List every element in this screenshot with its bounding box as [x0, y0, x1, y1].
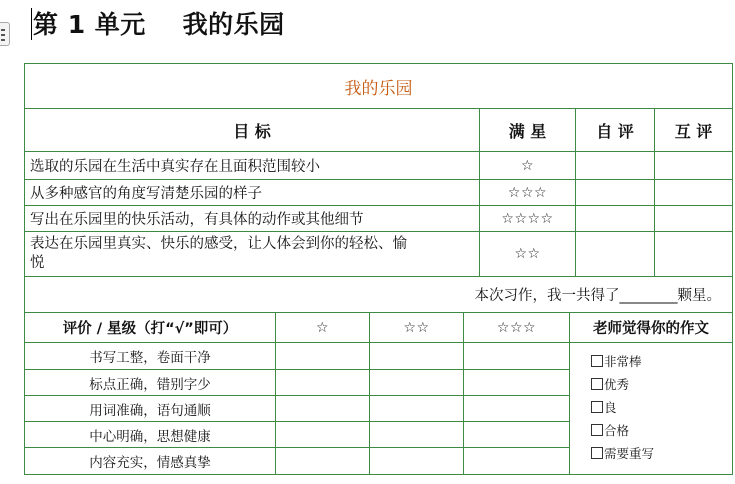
goal-text-line: 悦 [30, 255, 45, 271]
teacher-option-label: 良 [604, 400, 617, 415]
goal-text [30, 235, 479, 275]
goal-stars: ☆☆☆ [507, 184, 548, 201]
criterion-label: 中心明确，思想健康 [89, 428, 211, 445]
checkbox-icon[interactable] [591, 355, 603, 367]
teacher-option[interactable] [591, 421, 629, 439]
checkbox-icon[interactable] [591, 424, 603, 436]
header-peer-eval: 互 评 [674, 121, 713, 141]
criterion-label: 标点正确，错别字少 [89, 376, 211, 393]
criterion-label: 书写工整，卷面干净 [89, 350, 211, 366]
teacher-option-label: 优秀 [604, 377, 630, 392]
margin-expand-icon[interactable] [0, 22, 10, 46]
criterion-label: 内容充实，情感真挚 [89, 455, 211, 471]
table-title: 我的乐园 [344, 78, 413, 99]
teacher-option-label: 需要重写 [604, 446, 655, 461]
header-goal: 目 标 [233, 121, 271, 141]
teacher-option[interactable] [591, 398, 617, 416]
header-full-stars: 满 星 [508, 121, 547, 141]
unit-heading: 第 1 单元 我的乐园 [33, 10, 285, 39]
goal-text-line: 表达在乐园里真实、快乐的感受，让人体会到你的轻松、愉 [30, 236, 407, 252]
total-stars-line: 本次习作，我一共得了________颗星。 [474, 288, 721, 304]
checkbox-icon[interactable] [591, 401, 603, 413]
rating-header: 评价 / 星级（打“√”即可） [62, 321, 238, 337]
teacher-option[interactable] [591, 375, 629, 393]
rating-level: ☆ [315, 319, 330, 336]
checkbox-icon[interactable] [591, 378, 603, 390]
goal-text: 选取的乐园在生活中真实存在且面积范围较小 [30, 159, 320, 175]
teacher-option[interactable] [591, 444, 654, 462]
goal-text: 写出在乐园里的快乐活动，有具体的动作或其他细节 [30, 212, 364, 228]
teacher-header: 老师觉得你的作文 [593, 321, 709, 337]
checkbox-icon[interactable] [591, 447, 603, 459]
header-self-eval: 自 评 [596, 121, 634, 141]
criterion-label: 用词准确，语句通顺 [89, 402, 211, 419]
teacher-option-label: 合格 [604, 423, 630, 438]
goal-stars: ☆☆☆☆ [501, 210, 554, 227]
teacher-option[interactable] [591, 352, 642, 370]
rating-level: ☆☆☆ [496, 319, 537, 336]
teacher-option-label: 非常棒 [604, 354, 642, 369]
goal-text: 从多种感官的角度写清楚乐园的样子 [30, 186, 262, 202]
goal-stars: ☆☆ [514, 246, 541, 262]
rating-level: ☆☆ [403, 319, 430, 336]
text-cursor [31, 8, 32, 40]
goal-stars: ☆ [520, 157, 535, 174]
